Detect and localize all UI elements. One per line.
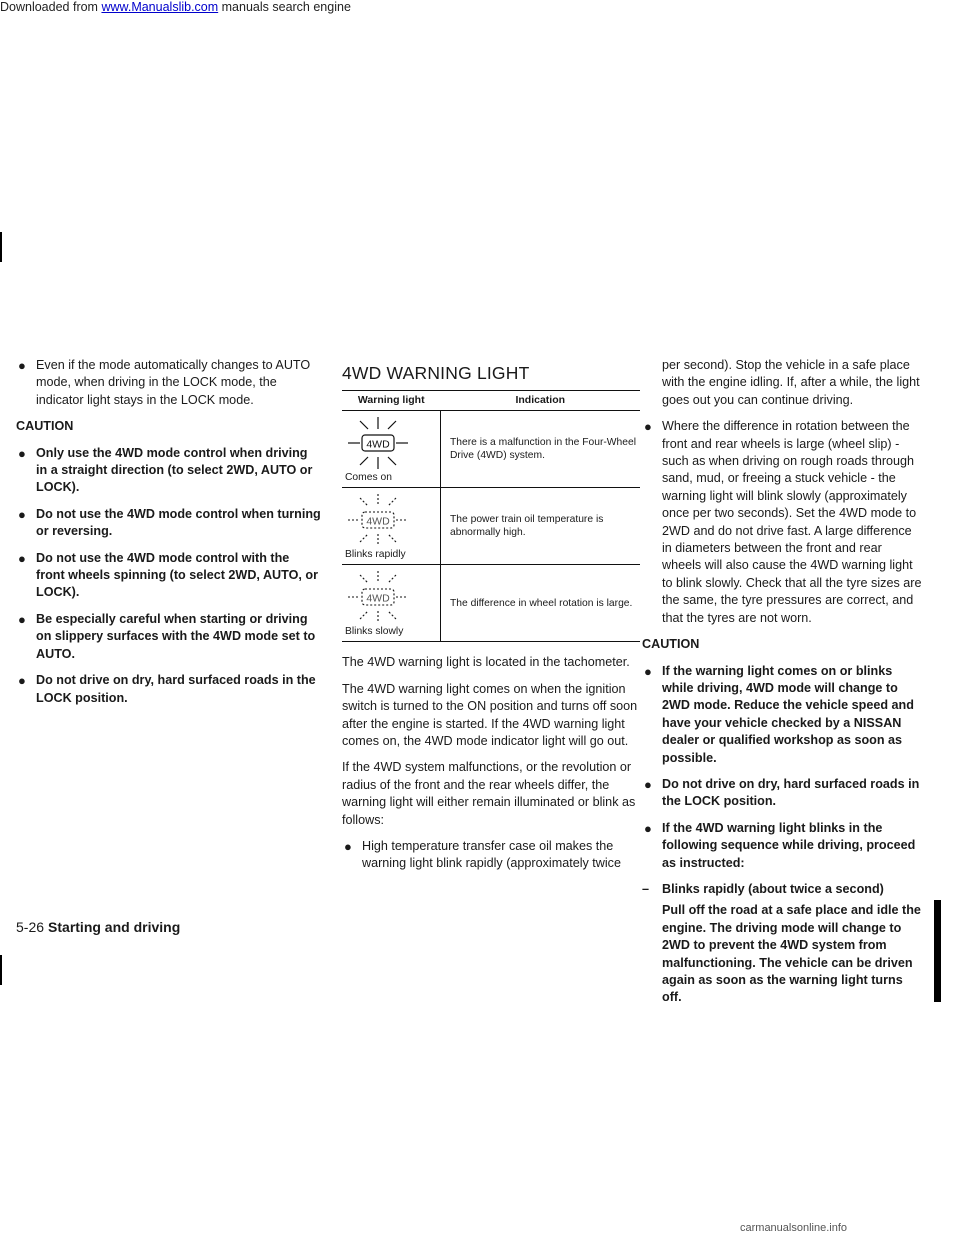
4wd-on-icon bbox=[346, 415, 426, 471]
bullet-item: ● Where the difference in rotation between the front and rear wheels is large (wheel slip) - such as when driving on rough roads through sand, mud, or freeing a stuck vehicle - the warning light will blink slowly (approximately once per two seconds). Set the 4WD mode to 2WD and do not drive fast. A large difference in diameters between the front and rear wheels will also cause the 4WD warning light to blink slowly. Check that all the tyre sizes are the same, the tyre pressures are correct, and that the tyres are not worn. bbox=[644, 419, 922, 625]
banner-suffix: manuals search engine bbox=[218, 0, 351, 14]
icon-label: Blinks rapidly bbox=[345, 549, 406, 561]
bullet-text: Even if the mode automatically changes to AUTO mode, when driving in the LOCK mode, the indicator light stays in the LOCK mode. bbox=[36, 358, 311, 407]
bullet-icon: ● bbox=[644, 419, 652, 435]
middle-column bbox=[342, 360, 640, 882]
download-banner bbox=[0, 0, 351, 14]
section-name: Starting and driving bbox=[48, 919, 181, 935]
section-title: 4WD WARNING LIGHT bbox=[342, 363, 530, 383]
paragraph: The 4WD warning light comes on when the ignition switch is turned to the ON position and turns off soon after the engine is started. If the 4WD warning light comes on, the 4WD mode indicator light will go out. bbox=[342, 681, 638, 749]
table-header-indication: Indication bbox=[441, 391, 641, 411]
warning-icon-cell bbox=[342, 565, 441, 642]
banner-prefix: Downloaded from bbox=[0, 0, 102, 14]
bullet-icon: ● bbox=[18, 673, 26, 689]
caution-heading: CAUTION bbox=[16, 419, 74, 434]
table-row bbox=[342, 565, 640, 642]
crop-mark bbox=[0, 955, 2, 985]
bullet-icon: ● bbox=[644, 820, 652, 836]
icon-label: Blinks slowly bbox=[345, 626, 404, 638]
bullet-icon: ● bbox=[18, 358, 26, 373]
icon-label: Comes on bbox=[345, 472, 392, 484]
paragraph: If the 4WD system malfunctions, or the revolution or radius of the front and the rear wheels differ, the warning light will either remain illuminated or blink as follows: bbox=[342, 760, 636, 827]
right-column bbox=[642, 357, 924, 1007]
warning-icon-cell bbox=[342, 411, 441, 488]
table-header-warning-light: Warning light bbox=[342, 391, 441, 411]
indication-text: There is a malfunction in the Four-Wheel Drive (4WD) system. bbox=[441, 411, 641, 488]
caution-item: ● Do not use the 4WD mode control with the front wheels spinning (to select 2WD, AUTO, or LOCK). bbox=[18, 550, 318, 600]
table-row bbox=[342, 411, 640, 488]
paragraph: The 4WD warning light is located in the tachometer. bbox=[342, 655, 630, 670]
crop-mark bbox=[0, 232, 2, 262]
caution-item: ● Do not use the 4WD mode control when turning or reversing. bbox=[18, 506, 321, 539]
caution-item: ● Do not drive on dry, hard surfaced roads in the LOCK position. bbox=[644, 776, 920, 809]
bullet-icon: ● bbox=[18, 550, 26, 566]
indication-text: The power train oil temperature is abnormally high. bbox=[441, 488, 641, 565]
bullet-icon: ● bbox=[18, 445, 26, 461]
svg-text:4WD: 4WD bbox=[366, 592, 390, 605]
caution-item: ● If the 4WD warning light blinks in the following sequence while driving, proceed as instructed: bbox=[644, 820, 916, 870]
watermark: carmanualsonline.info bbox=[740, 1222, 848, 1234]
page-footer bbox=[16, 919, 180, 935]
bullet-icon: ● bbox=[344, 839, 352, 855]
page-number: 5-26 bbox=[16, 919, 45, 935]
crop-mark bbox=[934, 900, 941, 1002]
bullet-icon: ● bbox=[644, 776, 652, 792]
indication-text: The difference in wheel rotation is large. bbox=[441, 565, 641, 642]
caution-item: ● If the warning light comes on or blinks while driving, 4WD mode will change to 2WD mode. Reduce the vehicle speed and have your vehicle checked by a NISSAN dealer or qualified workshop as soon as possible. bbox=[644, 663, 914, 765]
warning-light-table bbox=[342, 390, 640, 642]
dash-item: – Blinks rapidly (about twice a second) bbox=[642, 881, 924, 898]
bullet-item: ● High temperature transfer case oil makes the warning light blink rapidly (approximately twice bbox=[344, 839, 621, 871]
manualslib-link[interactable]: www.Manualslib.com bbox=[101, 0, 219, 14]
caution-item: ● Only use the 4WD mode control when driving in a straight direction (to select 2WD, AUTO or LOCK). bbox=[18, 445, 313, 495]
bullet-item bbox=[16, 357, 321, 409]
warning-icon-cell bbox=[342, 488, 441, 565]
svg-text:4WD: 4WD bbox=[366, 438, 390, 451]
dash-icon: – bbox=[642, 881, 650, 896]
caution-item: ● Be especially careful when starting or driving on slippery surfaces with the 4WD mode set to AUTO. bbox=[18, 611, 316, 661]
bullet-icon: ● bbox=[18, 506, 26, 522]
caution-heading: CAUTION bbox=[642, 637, 700, 652]
dash-body: Pull off the road at a safe place and idle the engine. The driving mode will change to 2WD to prevent the 4WD system from malfunctioning. The vehicle can be driven again as soon as the warning light turns off. bbox=[662, 903, 921, 1005]
table-row bbox=[342, 488, 640, 565]
caution-item: ● Do not drive on dry, hard surfaced roads in the LOCK position. bbox=[18, 673, 316, 705]
4wd-blink-rapid-icon bbox=[346, 492, 426, 548]
bullet-icon: ● bbox=[644, 663, 652, 679]
continuation-text: per second). Stop the vehicle in a safe place with the engine idling. If, after a while, the light goes out you can continue driving. bbox=[662, 358, 920, 407]
svg-text:4WD: 4WD bbox=[366, 515, 390, 528]
left-column bbox=[16, 357, 321, 716]
4wd-blink-slow-icon bbox=[346, 569, 426, 625]
bullet-icon: ● bbox=[18, 611, 26, 627]
